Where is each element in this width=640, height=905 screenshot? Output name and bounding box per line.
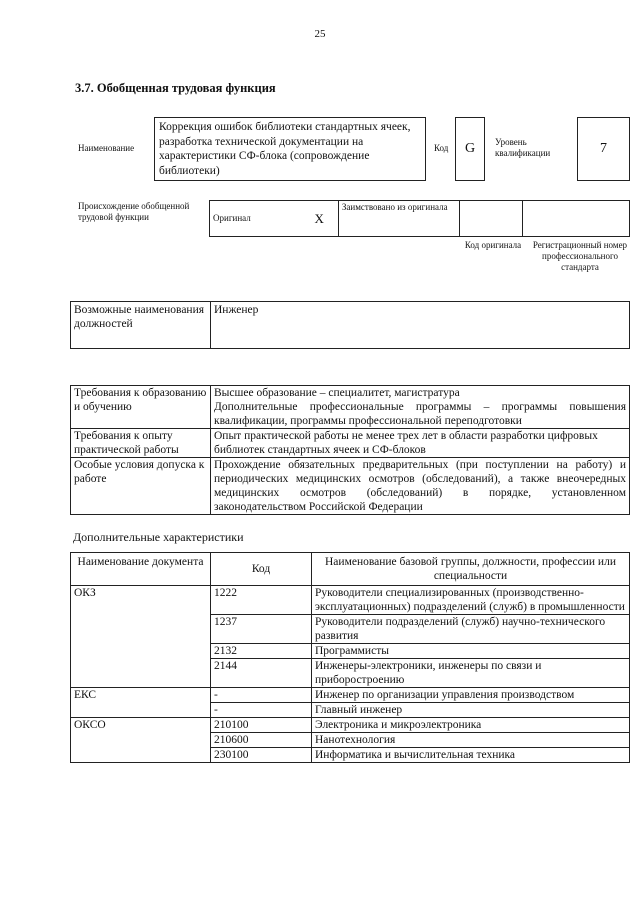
section-title: 3.7. Обобщенная трудовая функция — [75, 81, 276, 95]
code-cell: 2132 — [211, 644, 312, 659]
code-cell: 210600 — [211, 733, 312, 748]
level-label: Уровень квалификации — [495, 137, 551, 158]
name-cell: Инженеры-электроники, инженеры по связи и приборостроению — [312, 659, 630, 688]
original-mark: X — [301, 201, 339, 237]
name-cell: Руководители подразделений (служб) научно-технического развития — [312, 615, 630, 644]
code-cell: 1237 — [211, 615, 312, 644]
positions-table — [70, 301, 630, 349]
reg-number-cell — [523, 201, 630, 237]
additional-title: Дополнительные характеристики — [73, 530, 244, 544]
origin-label: Происхождение обобщенной трудовой функции — [78, 201, 190, 222]
positions-value: Инженер — [211, 302, 630, 349]
code-cell: - — [211, 688, 312, 703]
table-row — [71, 586, 630, 615]
okso-label: ОКСО — [71, 718, 211, 763]
okz-label: ОКЗ — [71, 586, 211, 688]
conditions-value: Прохождение обязательных предварительных (при поступлении на работу) и периодических медицинских осмотров (обследований), а также внеочередных медицинских осмотров (обследований) в порядке, установленном законодательством Российской Федерации — [211, 458, 630, 515]
borrowed-cell — [338, 201, 459, 237]
origin-table — [209, 200, 630, 237]
code-label: Код — [434, 143, 449, 153]
education-line-2: Дополнительные профессиональные программы – программы повышения квалификации, программы профессиональной переподготовки — [214, 401, 626, 427]
education-line-1: Высшее образование – специалитет, магистратура — [214, 387, 460, 399]
name-cell: Информатика и вычислительная техника — [312, 748, 630, 763]
name-cell: Инженер по организации управления производством — [312, 688, 630, 703]
level-box: 7 — [577, 117, 630, 181]
header-row — [71, 553, 630, 586]
education-label: Требования к образованию и обучению — [71, 386, 211, 429]
name-cell: Главный инженер — [312, 703, 630, 718]
function-code-box: G — [455, 117, 485, 181]
header-document: Наименование документа — [71, 553, 211, 586]
borrowed-label: Заимствовано из оригинала — [341, 202, 448, 212]
code-cell: 1222 — [211, 586, 312, 615]
code-original-cell — [460, 201, 523, 237]
name-cell: Электроника и микроэлектроника — [312, 718, 630, 733]
additional-table — [70, 552, 630, 763]
name-cell: Программисты — [312, 644, 630, 659]
positions-label: Возможные наименования должностей — [71, 302, 211, 349]
code-cell: 2144 — [211, 659, 312, 688]
code-cell: 210100 — [211, 718, 312, 733]
name-cell: Руководители специализированных (производственно-эксплуатационных) подразделений (служб) в промышленности — [312, 586, 630, 615]
name-cell: Нанотехнология — [312, 733, 630, 748]
conditions-label: Особые условия допуска к работе — [71, 458, 211, 515]
code-cell: - — [211, 703, 312, 718]
table-row — [71, 718, 630, 733]
header-name: Наименование базовой группы, должности, профессии или специальности — [312, 553, 630, 586]
experience-value: Опыт практической работы не менее трех лет в области разработки цифровых библиотек стандартных ячеек и СФ-блоков — [211, 429, 630, 458]
page-number: 25 — [314, 28, 326, 40]
name-label: Наименование — [78, 143, 135, 153]
original-label: Оригинал — [213, 213, 251, 223]
table-row — [71, 688, 630, 703]
code-original-label: Код оригинала — [464, 240, 522, 250]
function-name-box: Коррекция ошибок библиотеки стандартных ячеек, разработка технической документации на характеристики СФ-блока (сопровождение библиотеки) — [154, 117, 426, 181]
requirements-table — [70, 385, 630, 515]
code-cell: 230100 — [211, 748, 312, 763]
original-cell — [210, 201, 301, 237]
experience-label: Требования к опыту практической работы — [71, 429, 211, 458]
eks-label: ЕКС — [71, 688, 211, 718]
header-code: Код — [211, 553, 312, 586]
education-cell — [211, 386, 630, 429]
reg-number-label: Регистрационный номер профессионального стандарта — [532, 240, 628, 272]
